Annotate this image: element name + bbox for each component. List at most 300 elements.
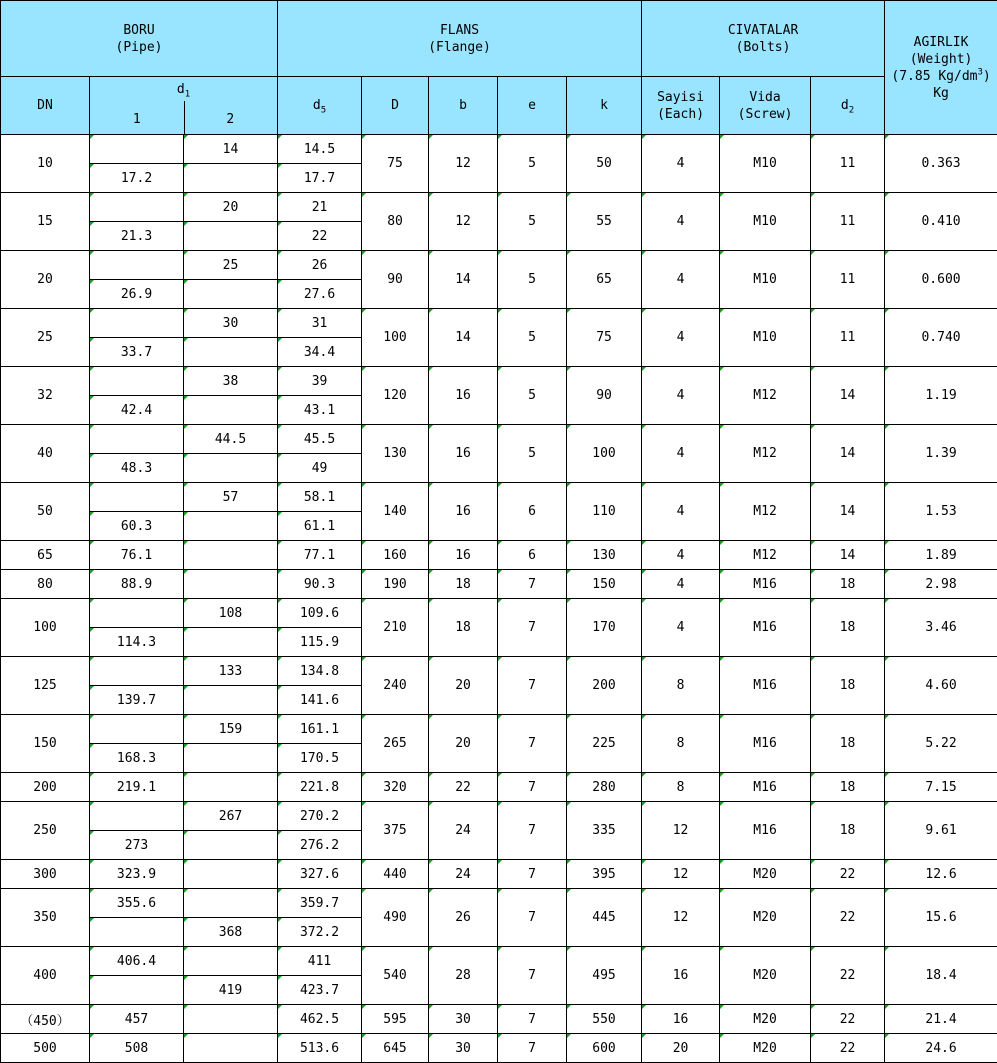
cell-d1-2: 419	[184, 976, 278, 1005]
table-row	[1, 541, 997, 570]
cell-vida: M12	[720, 541, 811, 570]
cell-D: 440	[362, 860, 429, 889]
cell-weight: 4.60	[885, 657, 997, 715]
cell-sayisi: 4	[642, 599, 720, 657]
cell-d5: 327.6	[278, 860, 362, 889]
cell-sayisi: 8	[642, 773, 720, 802]
table-row	[1, 1034, 997, 1063]
cell-dn: 400	[1, 947, 90, 1005]
cell-weight: 12.6	[885, 860, 997, 889]
header-D: D	[362, 77, 429, 135]
cell-sayisi: 20	[642, 1034, 720, 1063]
cell-d5: 221.8	[278, 773, 362, 802]
cell-b: 16	[429, 425, 498, 483]
cell-e: 7	[498, 1005, 567, 1034]
cell-d1-1: 406.4	[90, 947, 184, 976]
cell-vida: M10	[720, 309, 811, 367]
cell-d5: 161.1	[278, 715, 362, 744]
cell-d5: 45.5	[278, 425, 362, 454]
cell-d1-1	[90, 309, 184, 338]
cell-e: 5	[498, 193, 567, 251]
cell-d1-2	[184, 628, 278, 657]
cell-k: 335	[567, 802, 642, 860]
cell-k: 150	[567, 570, 642, 599]
cell-d1-1: 21.3	[90, 222, 184, 251]
cell-sayisi: 4	[642, 251, 720, 309]
cell-b: 18	[429, 599, 498, 657]
cell-d5: 26	[278, 251, 362, 280]
cell-e: 5	[498, 367, 567, 425]
table-row	[1, 947, 997, 976]
cell-d2: 22	[811, 860, 885, 889]
cell-k: 225	[567, 715, 642, 773]
cell-vida: M10	[720, 251, 811, 309]
cell-b: 26	[429, 889, 498, 947]
cell-b: 30	[429, 1034, 498, 1063]
cell-k: 600	[567, 1034, 642, 1063]
table-row	[1, 715, 997, 744]
cell-d1-1	[90, 715, 184, 744]
cell-sayisi: 4	[642, 367, 720, 425]
cell-D: 320	[362, 773, 429, 802]
header-boru-en: (Pipe)	[116, 40, 163, 55]
cell-weight: 9.61	[885, 802, 997, 860]
cell-dn: 40	[1, 425, 90, 483]
header-sayisi: Sayisi (Each)	[642, 77, 720, 135]
cell-d1-2	[184, 889, 278, 918]
cell-D: 190	[362, 570, 429, 599]
header-boru	[1, 1, 278, 77]
cell-dn: 32	[1, 367, 90, 425]
cell-d1-1	[90, 657, 184, 686]
cell-D: 80	[362, 193, 429, 251]
header-b: b	[429, 77, 498, 135]
cell-vida: M12	[720, 425, 811, 483]
cell-b: 12	[429, 193, 498, 251]
cell-d2: 22	[811, 1005, 885, 1034]
cell-vida: M20	[720, 1034, 811, 1063]
cell-e: 6	[498, 483, 567, 541]
cell-sayisi: 4	[642, 135, 720, 193]
cell-dn: 65	[1, 541, 90, 570]
cell-e: 7	[498, 860, 567, 889]
cell-d1-2: 267	[184, 802, 278, 831]
cell-dn: 125	[1, 657, 90, 715]
cell-d5: 115.9	[278, 628, 362, 657]
table-body	[1, 135, 997, 1063]
cell-e: 7	[498, 599, 567, 657]
header-d1-col1: 1	[90, 111, 184, 128]
cell-d5: 58.1	[278, 483, 362, 512]
cell-weight: 1.39	[885, 425, 997, 483]
cell-d1-2: 14	[184, 135, 278, 164]
cell-b: 20	[429, 715, 498, 773]
cell-d5: 372.2	[278, 918, 362, 947]
cell-vida: M16	[720, 657, 811, 715]
cell-k: 445	[567, 889, 642, 947]
cell-d5: 134.8	[278, 657, 362, 686]
cell-b: 24	[429, 802, 498, 860]
cell-d5: 90.3	[278, 570, 362, 599]
table-row	[1, 193, 997, 222]
cell-vida: M20	[720, 860, 811, 889]
cell-d5: 17.7	[278, 164, 362, 193]
cell-D: 160	[362, 541, 429, 570]
cell-d2: 18	[811, 599, 885, 657]
cell-d1-1: 17.2	[90, 164, 184, 193]
cell-weight: 0.740	[885, 309, 997, 367]
cell-weight: 2.98	[885, 570, 997, 599]
cell-d1-2: 57	[184, 483, 278, 512]
cell-D: 140	[362, 483, 429, 541]
cell-weight: 5.22	[885, 715, 997, 773]
cell-d5: 109.6	[278, 599, 362, 628]
cell-D: 120	[362, 367, 429, 425]
cell-e: 7	[498, 947, 567, 1005]
cell-D: 645	[362, 1034, 429, 1063]
cell-d2: 18	[811, 657, 885, 715]
cell-d5: 276.2	[278, 831, 362, 860]
cell-d2: 22	[811, 1034, 885, 1063]
header-agirlik-en: (Weight)	[910, 52, 973, 67]
table-row	[1, 251, 997, 280]
cell-weight: 1.19	[885, 367, 997, 425]
cell-vida: M20	[720, 889, 811, 947]
cell-d1-1	[90, 918, 184, 947]
cell-d5: 270.2	[278, 802, 362, 831]
cell-dn: 150	[1, 715, 90, 773]
cell-d1-2	[184, 454, 278, 483]
cell-k: 550	[567, 1005, 642, 1034]
header-flans-en: (Flange)	[428, 40, 491, 55]
cell-vida: M10	[720, 135, 811, 193]
cell-weight: 1.89	[885, 541, 997, 570]
cell-dn: 15	[1, 193, 90, 251]
header-agirlik	[885, 1, 997, 135]
cell-d1-2: 108	[184, 599, 278, 628]
cell-D: 75	[362, 135, 429, 193]
cell-weight: 3.46	[885, 599, 997, 657]
cell-d1-2	[184, 222, 278, 251]
cell-sayisi: 12	[642, 860, 720, 889]
header-k: k	[567, 77, 642, 135]
cell-D: 595	[362, 1005, 429, 1034]
header-boru-label: BORU	[123, 23, 154, 38]
cell-vida: M16	[720, 570, 811, 599]
cell-k: 65	[567, 251, 642, 309]
cell-d2: 18	[811, 802, 885, 860]
cell-k: 130	[567, 541, 642, 570]
cell-d1-2	[184, 570, 278, 599]
cell-k: 55	[567, 193, 642, 251]
cell-d1-1: 273	[90, 831, 184, 860]
cell-d5: 34.4	[278, 338, 362, 367]
cell-d1-1: 42.4	[90, 396, 184, 425]
table-row	[1, 1005, 997, 1034]
cell-D: 100	[362, 309, 429, 367]
cell-d2: 18	[811, 773, 885, 802]
cell-sayisi: 16	[642, 1005, 720, 1034]
cell-d1-1: 60.3	[90, 512, 184, 541]
table-header	[1, 1, 997, 135]
cell-d5: 27.6	[278, 280, 362, 309]
cell-d5: 43.1	[278, 396, 362, 425]
cell-vida: M10	[720, 193, 811, 251]
cell-k: 495	[567, 947, 642, 1005]
cell-weight: 0.600	[885, 251, 997, 309]
cell-d2: 18	[811, 715, 885, 773]
cell-d1-2: 25	[184, 251, 278, 280]
header-flans	[278, 1, 642, 77]
cell-e: 7	[498, 570, 567, 599]
cell-b: 24	[429, 860, 498, 889]
cell-d1-1: 26.9	[90, 280, 184, 309]
cell-d1-2	[184, 1005, 278, 1034]
cell-e: 7	[498, 889, 567, 947]
cell-d2: 22	[811, 889, 885, 947]
cell-d1-2: 20	[184, 193, 278, 222]
cell-d5: 49	[278, 454, 362, 483]
cell-d2: 22	[811, 947, 885, 1005]
cell-sayisi: 4	[642, 425, 720, 483]
cell-d1-1	[90, 193, 184, 222]
cell-b: 14	[429, 309, 498, 367]
cell-d5: 462.5	[278, 1005, 362, 1034]
cell-sayisi: 12	[642, 802, 720, 860]
cell-d5: 61.1	[278, 512, 362, 541]
cell-d1-2	[184, 744, 278, 773]
cell-dn: 50	[1, 483, 90, 541]
cell-dn: 100	[1, 599, 90, 657]
cell-d5: 513.6	[278, 1034, 362, 1063]
cell-d1-2: 38	[184, 367, 278, 396]
cell-k: 280	[567, 773, 642, 802]
cell-d2: 14	[811, 367, 885, 425]
cell-weight: 7.15	[885, 773, 997, 802]
header-flans-label: FLANS	[440, 23, 479, 38]
cell-d1-2	[184, 280, 278, 309]
cell-d1-1	[90, 976, 184, 1005]
header-e: e	[498, 77, 567, 135]
cell-d1-1: 88.9	[90, 570, 184, 599]
cell-sayisi: 8	[642, 715, 720, 773]
cell-d5: 359.7	[278, 889, 362, 918]
cell-d1-2	[184, 1034, 278, 1063]
cell-D: 540	[362, 947, 429, 1005]
cell-sayisi: 16	[642, 947, 720, 1005]
header-d2: $d_2$	[811, 77, 885, 135]
cell-d1-2	[184, 947, 278, 976]
cell-d1-1: 33.7	[90, 338, 184, 367]
header-agirlik-density: (7.85 $Kg/dm^3$)	[891, 69, 990, 84]
cell-d1-1: 76.1	[90, 541, 184, 570]
cell-d1-2	[184, 860, 278, 889]
cell-sayisi: 4	[642, 193, 720, 251]
cell-k: 75	[567, 309, 642, 367]
cell-d1-2: 133	[184, 657, 278, 686]
header-d1	[90, 77, 278, 135]
cell-d1-2	[184, 338, 278, 367]
table-row	[1, 889, 997, 918]
cell-vida: M12	[720, 483, 811, 541]
table-row	[1, 860, 997, 889]
cell-weight: 15.6	[885, 889, 997, 947]
table-row	[1, 483, 997, 512]
cell-dn: 300	[1, 860, 90, 889]
table-row	[1, 570, 997, 599]
cell-d2: 11	[811, 251, 885, 309]
cell-dn: 20	[1, 251, 90, 309]
cell-D: 90	[362, 251, 429, 309]
cell-weight: 18.4	[885, 947, 997, 1005]
cell-b: 16	[429, 367, 498, 425]
cell-dn: 25	[1, 309, 90, 367]
header-agirlik-label: AGIRLIK	[914, 35, 969, 50]
cell-d1-2	[184, 164, 278, 193]
cell-d2: 14	[811, 483, 885, 541]
header-d5: $d_5$	[278, 77, 362, 135]
cell-d2: 11	[811, 135, 885, 193]
table-row	[1, 599, 997, 628]
cell-d1-1	[90, 425, 184, 454]
cell-b: 14	[429, 251, 498, 309]
cell-d2: 14	[811, 425, 885, 483]
cell-d1-2	[184, 512, 278, 541]
header-d1-label: $d_1$	[90, 81, 277, 98]
cell-d2: 14	[811, 541, 885, 570]
cell-k: 395	[567, 860, 642, 889]
cell-d1-2	[184, 831, 278, 860]
header-vida: Vida (Screw)	[720, 77, 811, 135]
cell-b: 22	[429, 773, 498, 802]
cell-sayisi: 4	[642, 570, 720, 599]
cell-b: 30	[429, 1005, 498, 1034]
cell-weight: 21.4	[885, 1005, 997, 1034]
header-civatalar-en: (Bolts)	[736, 40, 791, 55]
cell-d1-1	[90, 599, 184, 628]
cell-vida: M16	[720, 802, 811, 860]
cell-d1-1: 355.6	[90, 889, 184, 918]
cell-vida: M12	[720, 367, 811, 425]
cell-k: 50	[567, 135, 642, 193]
cell-d5: 14.5	[278, 135, 362, 164]
cell-e: 5	[498, 309, 567, 367]
cell-D: 240	[362, 657, 429, 715]
cell-weight: 24.6	[885, 1034, 997, 1063]
cell-e: 7	[498, 773, 567, 802]
table-row	[1, 657, 997, 686]
cell-sayisi: 4	[642, 309, 720, 367]
table-row	[1, 309, 997, 338]
table-row	[1, 367, 997, 396]
cell-d2: 11	[811, 309, 885, 367]
cell-dn: 500	[1, 1034, 90, 1063]
table-row	[1, 802, 997, 831]
cell-b: 12	[429, 135, 498, 193]
cell-dn: 10	[1, 135, 90, 193]
cell-d2: 11	[811, 193, 885, 251]
cell-d1-1: 168.3	[90, 744, 184, 773]
cell-weight: 1.53	[885, 483, 997, 541]
cell-vida: M16	[720, 599, 811, 657]
cell-weight: 0.410	[885, 193, 997, 251]
cell-b: 20	[429, 657, 498, 715]
cell-sayisi: 8	[642, 657, 720, 715]
cell-b: 18	[429, 570, 498, 599]
cell-d5: 22	[278, 222, 362, 251]
cell-d1-1	[90, 251, 184, 280]
cell-d1-1: 457	[90, 1005, 184, 1034]
header-civatalar-label: CIVATALAR	[728, 23, 798, 38]
cell-d1-2: 368	[184, 918, 278, 947]
table-row	[1, 773, 997, 802]
cell-d5: 77.1	[278, 541, 362, 570]
cell-e: 7	[498, 657, 567, 715]
header-dn: DN	[1, 77, 90, 135]
cell-d1-1: 508	[90, 1034, 184, 1063]
header-d1-col2: 2	[184, 111, 278, 128]
cell-k: 110	[567, 483, 642, 541]
cell-sayisi: 12	[642, 889, 720, 947]
cell-d1-2	[184, 541, 278, 570]
cell-weight: 0.363	[885, 135, 997, 193]
cell-dn: 80	[1, 570, 90, 599]
cell-d1-2	[184, 773, 278, 802]
cell-k: 90	[567, 367, 642, 425]
cell-d5: 39	[278, 367, 362, 396]
cell-e: 5	[498, 425, 567, 483]
cell-vida: M20	[720, 947, 811, 1005]
cell-b: 16	[429, 483, 498, 541]
cell-vida: M16	[720, 773, 811, 802]
cell-d1-2: 159	[184, 715, 278, 744]
cell-d1-1	[90, 135, 184, 164]
cell-d5: 141.6	[278, 686, 362, 715]
table-row	[1, 135, 997, 164]
cell-D: 265	[362, 715, 429, 773]
cell-D: 375	[362, 802, 429, 860]
cell-b: 16	[429, 541, 498, 570]
cell-k: 100	[567, 425, 642, 483]
cell-d5: 31	[278, 309, 362, 338]
cell-d1-1	[90, 367, 184, 396]
cell-D: 130	[362, 425, 429, 483]
cell-d1-1: 48.3	[90, 454, 184, 483]
cell-d5: 170.5	[278, 744, 362, 773]
cell-e: 7	[498, 802, 567, 860]
cell-sayisi: 4	[642, 483, 720, 541]
cell-d5: 411	[278, 947, 362, 976]
cell-d1-1: 323.9	[90, 860, 184, 889]
cell-d1-2: 44.5	[184, 425, 278, 454]
cell-d1-2	[184, 686, 278, 715]
cell-d1-1	[90, 483, 184, 512]
cell-e: 7	[498, 715, 567, 773]
cell-d1-1: 114.3	[90, 628, 184, 657]
cell-e: 5	[498, 251, 567, 309]
header-civatalar	[642, 1, 885, 77]
cell-d5: 21	[278, 193, 362, 222]
cell-e: 5	[498, 135, 567, 193]
cell-b: 28	[429, 947, 498, 1005]
cell-dn: （450）	[1, 1005, 90, 1034]
cell-dn: 200	[1, 773, 90, 802]
cell-D: 490	[362, 889, 429, 947]
table-row	[1, 425, 997, 454]
cell-d1-2: 30	[184, 309, 278, 338]
cell-vida: M20	[720, 1005, 811, 1034]
cell-d1-2	[184, 396, 278, 425]
